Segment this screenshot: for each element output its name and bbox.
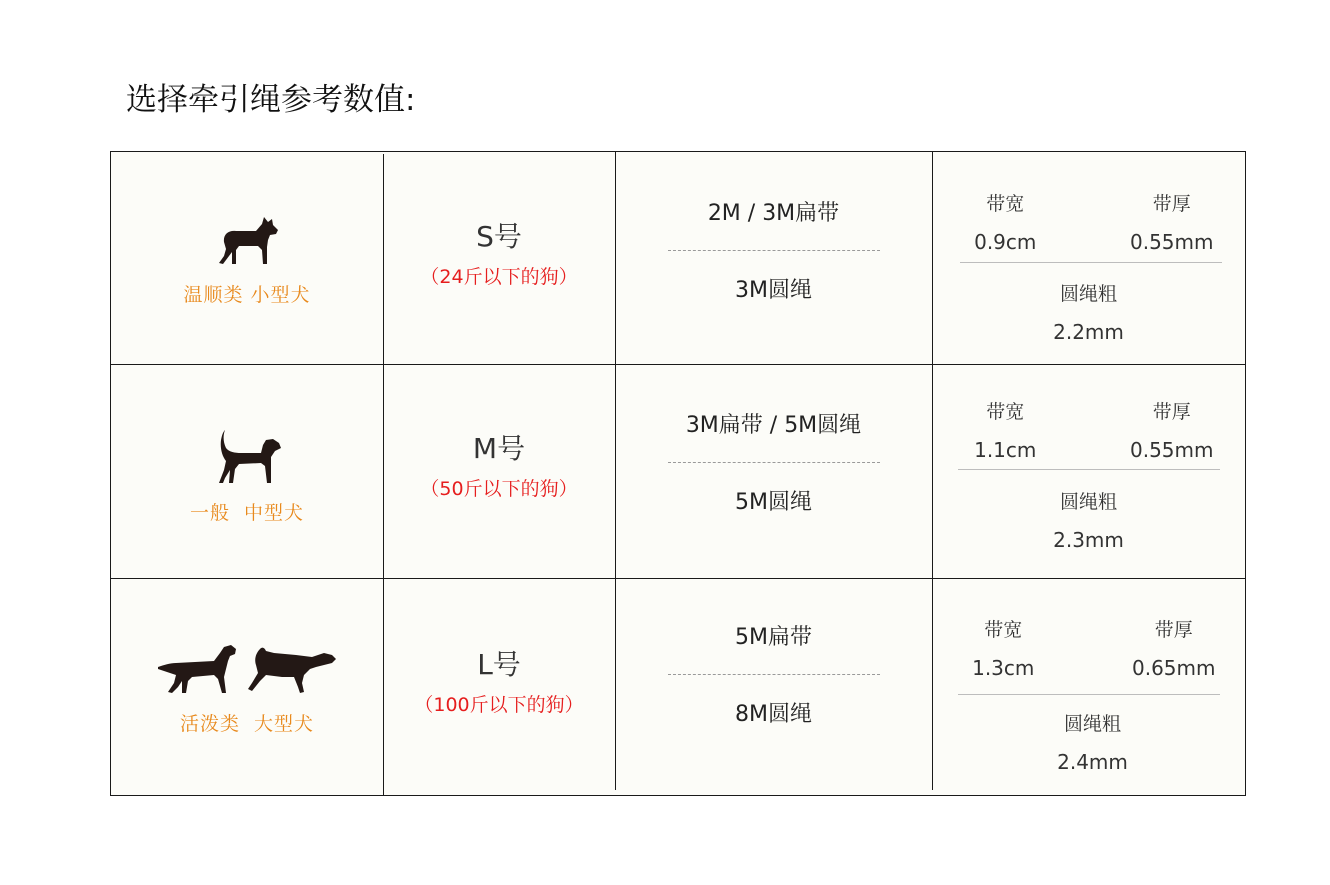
dashed-divider	[668, 462, 880, 463]
rope-diameter-label: 圆绳粗	[1059, 491, 1117, 513]
length-round-rope: 8M圆绳	[735, 702, 812, 727]
beagle-icon	[211, 426, 283, 486]
size-weight-note: （24斤以下的狗）	[420, 266, 578, 288]
rope-spec	[932, 490, 1245, 552]
rope-diameter-label: 圆绳粗	[1059, 283, 1117, 305]
size-weight-note: （100斤以下的狗）	[414, 693, 584, 716]
spec-divider	[960, 262, 1222, 263]
dashed-divider	[668, 250, 880, 251]
strap-width-value: 1.1cm	[974, 438, 1037, 462]
size-name: S号	[476, 220, 522, 253]
dog-type-label: 活泼类 大型犬	[179, 713, 315, 735]
retriever-pointer-icon	[156, 641, 338, 697]
strap-thickness-value: 0.55mm	[1130, 438, 1214, 462]
strap-specs	[932, 192, 1245, 254]
length-cell	[615, 152, 932, 364]
length-cell	[615, 578, 932, 795]
dog-type-cell	[111, 152, 383, 364]
length-round-rope: 3M圆绳	[735, 277, 812, 303]
schnauzer-icon	[212, 216, 282, 268]
rope-diameter-value: 2.2mm	[1053, 320, 1124, 344]
size-weight-note: （50斤以下的狗）	[420, 478, 578, 500]
size-cell	[383, 152, 615, 364]
strap-width-label: 带宽	[984, 619, 1023, 641]
strap-width-value: 1.3cm	[972, 656, 1035, 680]
spec-divider	[958, 469, 1220, 470]
page-title: 选择牵引绳参考数值:	[126, 82, 416, 118]
strap-width-value: 0.9cm	[974, 230, 1037, 254]
strap-thickness-label: 带厚	[1152, 193, 1191, 215]
length-cell	[615, 364, 932, 578]
size-name: M号	[472, 432, 526, 465]
dog-type-cell	[111, 578, 383, 795]
rope-spec	[932, 282, 1245, 344]
strap-width-label: 带宽	[986, 401, 1025, 423]
size-name: L号	[477, 647, 521, 681]
strap-thickness-label: 带厚	[1152, 401, 1191, 423]
strap-thickness-label: 带厚	[1154, 619, 1193, 641]
spec-cell	[932, 152, 1245, 364]
dog-type-label: 温顺类 小型犬	[183, 283, 311, 306]
dashed-divider	[668, 674, 880, 675]
leash-reference-table	[110, 151, 1246, 796]
rope-diameter-value: 2.4mm	[1057, 750, 1128, 774]
size-cell	[383, 578, 615, 795]
spec-divider	[958, 694, 1220, 695]
rope-diameter-value: 2.3mm	[1053, 528, 1124, 552]
strap-thickness-value: 0.65mm	[1132, 656, 1216, 680]
length-flat-strap: 5M扁带	[735, 625, 812, 650]
strap-specs	[932, 618, 1245, 680]
rope-spec	[932, 712, 1245, 774]
length-round-rope: 5M圆绳	[735, 489, 812, 515]
length-flat-strap: 3M扁带 / 5M圆绳	[685, 412, 862, 438]
strap-width-label: 带宽	[986, 193, 1025, 215]
strap-thickness-value: 0.55mm	[1130, 230, 1214, 254]
rope-diameter-label: 圆绳粗	[1063, 713, 1121, 735]
size-cell	[383, 364, 615, 578]
spec-cell	[932, 364, 1245, 578]
dog-type-cell	[111, 364, 383, 578]
spec-cell	[932, 578, 1245, 795]
length-flat-strap: 2M / 3M扁带	[707, 200, 840, 226]
strap-specs	[932, 400, 1245, 462]
dog-type-label: 一般 中型犬	[189, 501, 305, 524]
